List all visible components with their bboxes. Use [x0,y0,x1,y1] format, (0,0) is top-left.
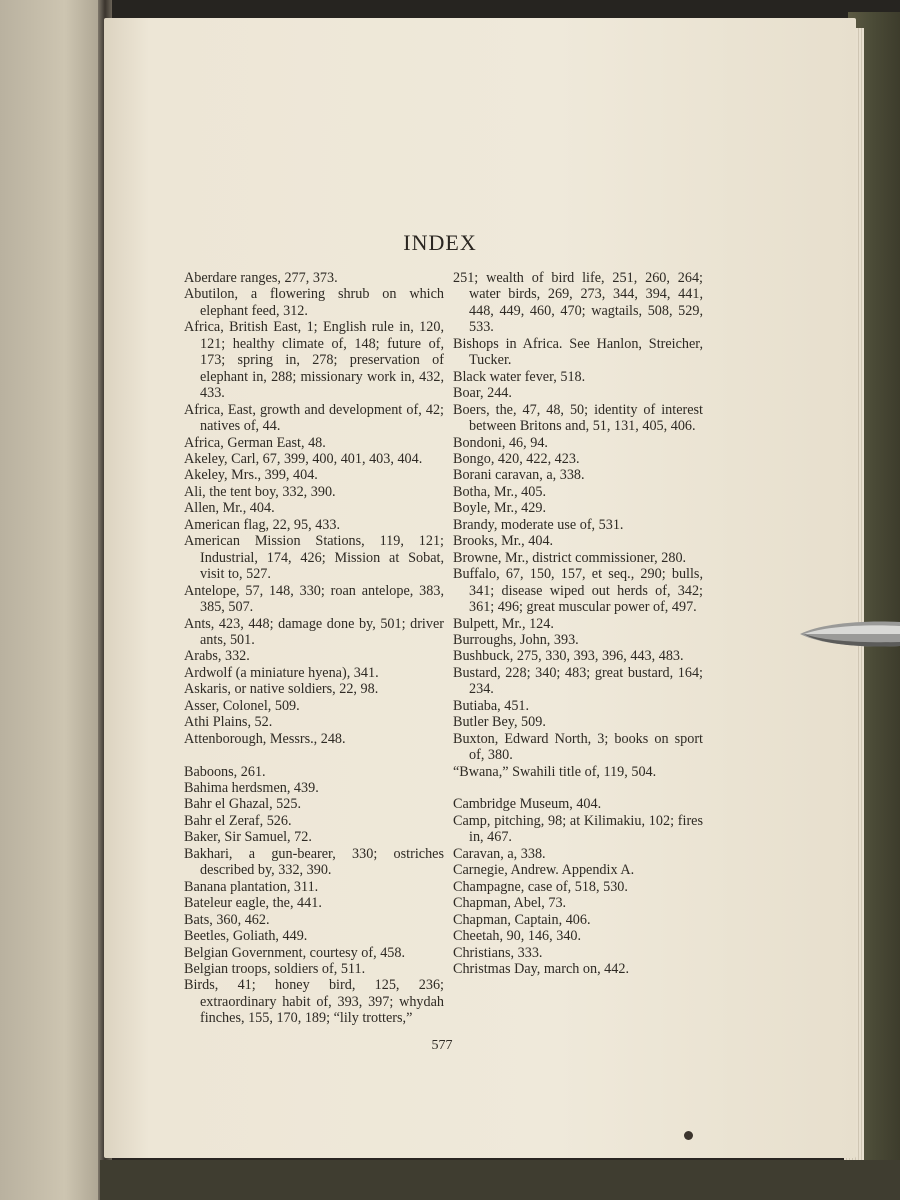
index-entry: Asser, Colonel, 509. [184,697,300,714]
index-entry: Abutilon, a flowering shrub on which elephant feed, 312. [184,286,444,319]
index-entry: American flag, 22, 95, 433. [184,516,341,533]
letter-group-gap [453,780,703,796]
index-entry: Bishops in Africa. See Hanlon, Streicher, Tucker. [453,335,703,369]
index-entry: Boyle, Mr., 429. [453,500,547,517]
index-entry: Belgian Government, courtesy of, 458. [184,944,406,961]
index-entry: Akeley, Carl, 67, 399, 400, 401, 403, 404. [184,450,423,467]
index-entry: Christmas Day, march on, 442. [453,961,629,978]
index-entry: Camp, pitching, 98; at Kilimakiu, 102; fires in, 467. [453,812,703,846]
index-entry: Chapman, Captain, 406. [453,911,591,928]
index-entry: Askaris, or native soldiers, 22, 98. [184,681,379,698]
index-entry: Bahima herdsmen, 439. [184,780,319,797]
pin-dot [684,1131,693,1140]
letter-group-gap [184,747,444,763]
index-entry: Champagne, case of, 518, 530. [453,878,628,895]
index-entry: Ants, 423, 448; damage done by, 501; driver ants, 501. [184,615,444,648]
index-column-left [184,270,444,1027]
index-entry: Africa, British East, 1; English rule in, 120, 121; healthy climate of, 148; future of, 173; spring in, 278; preservation of elephant in, 288; missionary work in, 432, 433. [184,319,444,402]
index-entry: Africa, German East, 48. [184,434,326,451]
index-entry: American Mission Stations, 119, 121; Industrial, 174, 426; Mission at Sobat, visit to, 527. [184,533,444,583]
index-entry: Cheetah, 90, 146, 340. [453,928,582,945]
index-entry: Christians, 333. [453,944,543,961]
index-entry: Belgian troops, soldiers of, 511. [184,961,366,978]
index-entry: Botha, Mr., 405. [453,483,547,500]
index-entry: 251; wealth of bird life, 251, 260, 264; water birds, 269, 273, 344, 394, 441, 448, 449, 460, 470; wagtails, 508, 529, 533. [453,270,703,336]
book-cover-bottom [100,1160,900,1200]
index-entry: Baboons, 261. [184,763,266,780]
index-entry: Bulpett, Mr., 124. [453,615,554,632]
index-entry: Buffalo, 67, 150, 157, et seq., 290; bulls, 341; disease wiped out herds of, 342; 361; 496; great muscular power of, 497. [453,566,703,616]
index-entry: Bahr el Ghazal, 525. [184,796,302,813]
index-entry: Banana plantation, 311. [184,878,319,895]
index-entry: Bahr el Zeraf, 526. [184,812,292,829]
index-entry: Bondoni, 46, 94. [453,434,548,451]
index-entry: Boar, 244. [453,385,512,402]
index-entry: Butler Bey, 509. [453,714,546,731]
index-entry: Akeley, Mrs., 399, 404. [184,467,318,484]
index-entry: Ali, the tent boy, 332, 390. [184,483,336,500]
index-entry: Brooks, Mr., 404. [453,533,554,550]
index-entry: “Bwana,” Swahili title of, 119, 504. [453,763,657,780]
index-entry: Carnegie, Andrew. Appendix A. [453,862,635,879]
index-entry: Butiaba, 451. [453,697,530,714]
index-entry: Borani caravan, a, 338. [453,467,585,484]
index-entry: Africa, East, growth and development of, 42; natives of, 44. [184,401,444,435]
letter-opener-icon [800,614,900,654]
index-entry: Baker, Sir Samuel, 72. [184,829,312,846]
index-entry: Bats, 360, 462. [184,911,270,928]
index-entry: Bongo, 420, 422, 423. [453,450,580,467]
index-entry: Chapman, Abel, 73. [453,895,567,912]
index-entry: Arabs, 332. [184,648,250,665]
index-entry: Antelope, 57, 148, 330; roan antelope, 383, 385, 507. [184,582,444,616]
index-entry: Buxton, Edward North, 3; books on sport of, 380. [453,730,703,764]
index-column-right [453,270,703,977]
index-entry: Beetles, Goliath, 449. [184,928,308,945]
index-entry: Ardwolf (a miniature hyena), 341. [184,664,379,681]
index-entry: Boers, the, 47, 48, 50; identity of interest between Britons and, 51, 131, 405, 406. [453,401,703,435]
facing-page-edge [0,0,108,1200]
page-number: 577 [431,1038,453,1053]
index-entry: Burroughs, John, 393. [453,631,579,648]
index-entry: Allen, Mr., 404. [184,500,275,517]
index-entry: Bateleur eagle, the, 441. [184,895,322,912]
page-title: INDEX [403,230,477,255]
index-entry: Caravan, a, 338. [453,845,546,862]
index-entry: Birds, 41; honey bird, 125, 236; extraordinary habit of, 393, 397; whydah finches, 155, 170, 189; “lily trotters,” [184,977,444,1027]
index-entry: Aberdare ranges, 277, 373. [184,270,338,286]
index-entry: Bakhari, a gun-bearer, 330; ostriches described by, 332, 390. [184,845,444,879]
index-entry: Bustard, 228; 340; 483; great bustard, 164; 234. [453,664,703,698]
index-entry: Cambridge Museum, 404. [453,796,602,813]
index-entry: Brandy, moderate use of, 531. [453,516,624,533]
index-entry: Black water fever, 518. [453,368,586,385]
index-entry: Athi Plains, 52. [184,714,273,731]
index-entry: Attenborough, Messrs., 248. [184,730,346,747]
index-entry: Browne, Mr., district commissioner, 280. [453,549,687,566]
index-entry: Bushbuck, 275, 330, 393, 396, 443, 483. [453,648,684,665]
